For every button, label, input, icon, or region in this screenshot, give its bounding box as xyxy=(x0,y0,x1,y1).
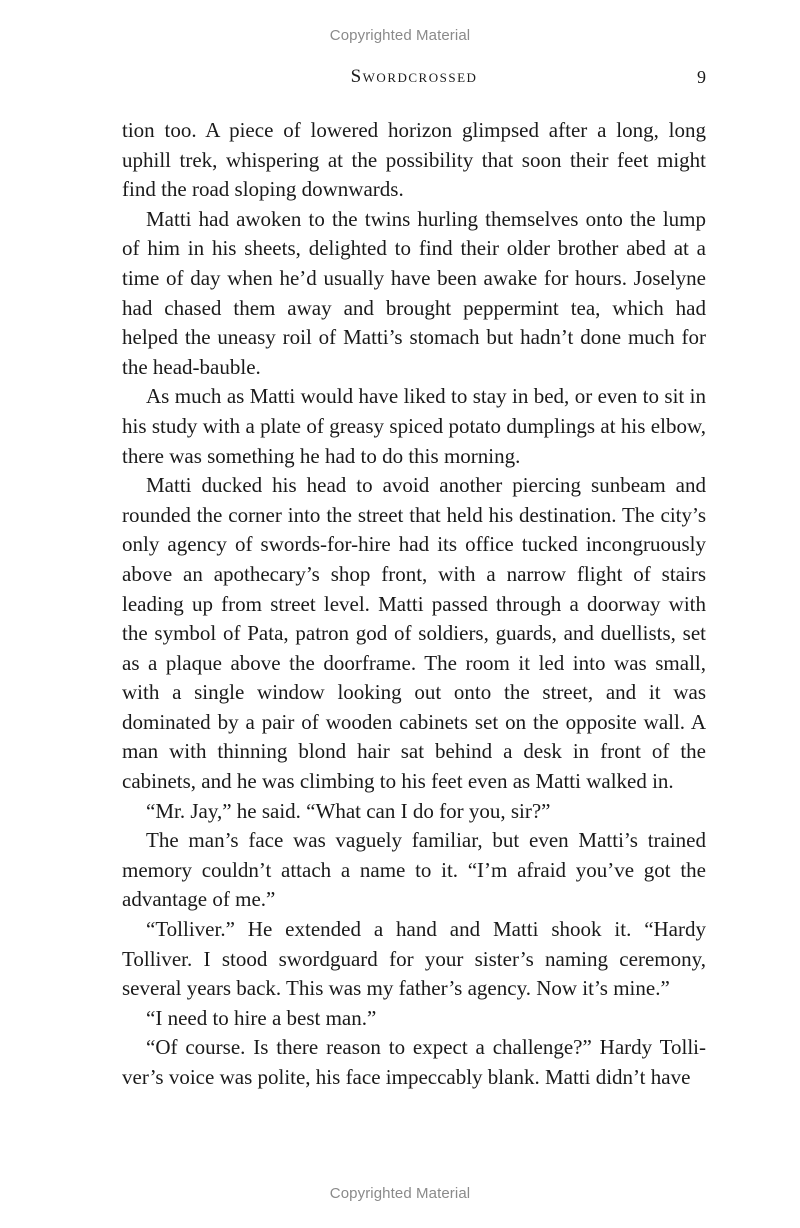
running-header xyxy=(122,66,706,90)
paragraph: Matti ducked his head to avoid another piercing sunbeam and rounded the corner into the street that held his destination. The city’s only agency of swords-for-hire had its office tucked incongruously above an apothecary’s shop front, with a narrow flight of stairs leading up from street level. Matti passed through a doorway with the symbol of Pata, patron god of soldiers, guards, and duellists, set as a plaque above the doorframe. The room it led into was small, with a single window looking out onto the street, and it was dominated by a pair of wooden cabinets set on the opposite wall. A man with thinning blond hair sat behind a desk in front of the cabinets, and he was climbing to his feet even as Matti walked in. xyxy=(122,473,706,794)
paragraph: tion too. A piece of lowered horizon glimpsed after a long, long uphill trek, whispering at the possibility that soon their feet might find the road sloping downwards. xyxy=(122,118,706,202)
paragraph: “Of course. Is there reason to expect a challenge?” Hardy Tolliver’s voice was polite, his face impeccably blank. Matti didn’t have xyxy=(122,1035,706,1089)
paragraph: The man’s face was vaguely familiar, but even Matti’s trained memory couldn’t attach a name to it. “I’m afraid you’ve got the advantage of me.” xyxy=(122,828,706,912)
body-text xyxy=(122,116,706,1093)
paragraph: As much as Matti would have liked to stay in bed, or even to sit in his study with a plate of greasy spiced potato dumplings at his elbow, there was something he had to do this morning. xyxy=(122,384,706,468)
paragraph: Matti had awoken to the twins hurling themselves onto the lump of him in his sheets, delighted to find their older brother abed at a time of day when he’d usually have been awake for hours. Joselyne had chased them away and brought peppermint tea, which had helped the uneasy roil of Matti’s stomach but hadn’t done much for the head-bauble. xyxy=(122,206,706,379)
copyright-watermark-bottom: Copyrighted Material xyxy=(329,1185,471,1202)
copyright-watermark-top: Copyrighted Material xyxy=(329,27,471,44)
paragraph: “Mr. Jay,” he said. “What can I do for you, sir?” xyxy=(146,798,551,823)
paragraph: “I need to hire a best man.” xyxy=(146,1005,377,1030)
book-title: Swordcrossed xyxy=(350,66,478,87)
page-number: 9 xyxy=(697,67,706,87)
paragraph: “Tolliver.” He extended a hand and Matti shook it. “Hardy Tolliver. I stood swordguard for your sister’s naming ceremony, several years back. This was my father’s agency. Now it’s mine.” xyxy=(122,917,706,1001)
